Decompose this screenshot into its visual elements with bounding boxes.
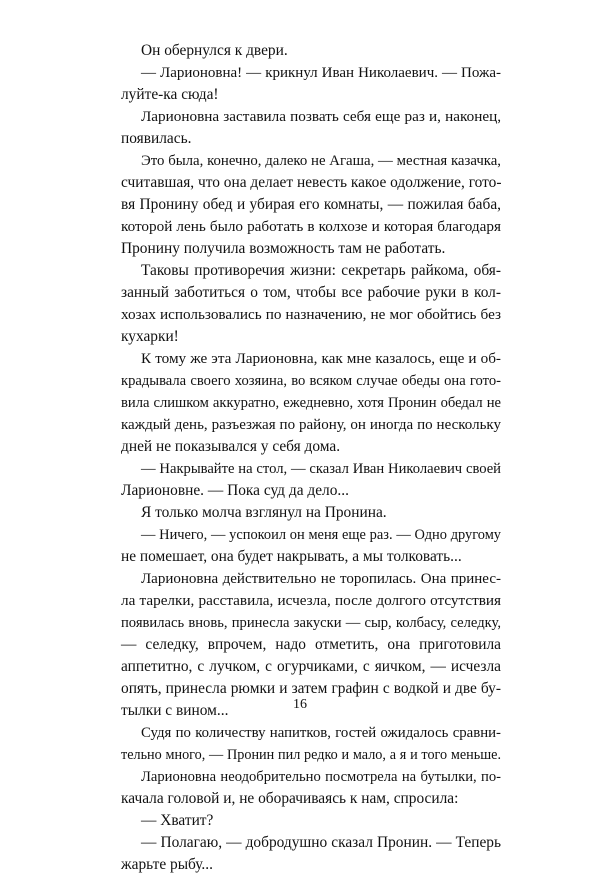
text-line: аппетитно, с лучком, с огурчиками, с яичком, — исчезла	[121, 658, 501, 675]
text-line: появилась вновь, принесла закуски — сыр, колбасу, селедку,	[121, 615, 501, 631]
text-line: не помешает, она будет накрывать, а мы толковать...	[121, 548, 462, 565]
text-line: Ларионовне. — Пока суд да дело...	[121, 482, 349, 499]
text-line: — Хватит?	[141, 812, 214, 829]
text-line: луйте-ка сюда!	[121, 86, 219, 103]
text-line: хозах использовались по назначению, не мог обойтись без	[121, 306, 501, 323]
text-line: качала головой и, не оборачиваясь к нам, спросила:	[121, 790, 459, 807]
text-line: тельно много, — Пронин пил редко и мало, а я и того меньше.	[121, 747, 501, 763]
text-line: появилась.	[121, 130, 192, 147]
text-line: занный заботиться о том, чтобы все рабочие руки в кол-	[121, 284, 501, 301]
text-line: Судя по количеству напитков, гостей ожидалось сравни-	[141, 725, 501, 741]
text-line: Ларионовна действительно не торопилась. Она принес-	[141, 571, 501, 587]
text-line: К тому же эта Ларионовна, как мне казалось, еще и об-	[141, 350, 501, 367]
text-line: опять, принесла рюмки и затем графин с водкой и две бу-	[121, 680, 501, 697]
text-line: Это была, конечно, далеко не Агаша, — местная казачка,	[141, 153, 501, 169]
text-line: — селедку, впрочем, надо отметить, она приготовила	[121, 636, 501, 653]
text-line: кухарки!	[121, 328, 179, 345]
body-text	[121, 40, 501, 876]
text-line: которой лень было работать в колхозе и которая благодаря	[121, 218, 501, 235]
text-line: Я только молча взглянул на Пронина.	[141, 504, 387, 521]
text-line: ла тарелки, расставила, исчезла, после долгого отсутствия	[121, 592, 501, 609]
text-line: вя Пронину обед и убирая его комнаты, — пожилая баба,	[121, 196, 501, 213]
text-line: дней не показывался у себя дома.	[121, 438, 341, 455]
text-line: Ларионовна заставила позвать себя еще раз и, наконец,	[141, 108, 501, 125]
text-line: тылки с вином...	[121, 702, 229, 719]
page-number: 16	[293, 697, 307, 712]
text-line: каждый день, разъезжая по району, он иногда по нескольку	[121, 417, 501, 433]
text-line: вила слишком аккуратно, ежедневно, хотя Пронин обедал не	[121, 395, 501, 411]
text-line: — Накрывайте на стол, — сказал Иван Николаевич своей	[141, 461, 501, 477]
text-line: Он обернулся к двери.	[141, 42, 288, 59]
text-line: Ларионовна неодобрительно посмотрела на бутылки, по-	[141, 769, 501, 785]
text-line: крадывала своего хозяина, во всяком случае обеды она гото-	[121, 373, 501, 389]
text-line: Таковы противоречия жизни: секретарь райкома, обя-	[141, 262, 501, 279]
text-line: Пронину получила возможность там не работать.	[121, 240, 446, 257]
text-line: — Полагаю, — добродушно сказал Пронин. — Теперь	[141, 834, 501, 851]
text-line: — Ларионовна! — крикнул Иван Николаевич. — Пожа-	[141, 65, 501, 81]
text-line: считавшая, что она делает невесть какое одолжение, гото-	[121, 174, 502, 191]
text-line: — Ничего, — успокоил он меня еще раз. — Одно другому	[141, 527, 501, 543]
text-line: жарьте рыбу...	[121, 856, 213, 873]
